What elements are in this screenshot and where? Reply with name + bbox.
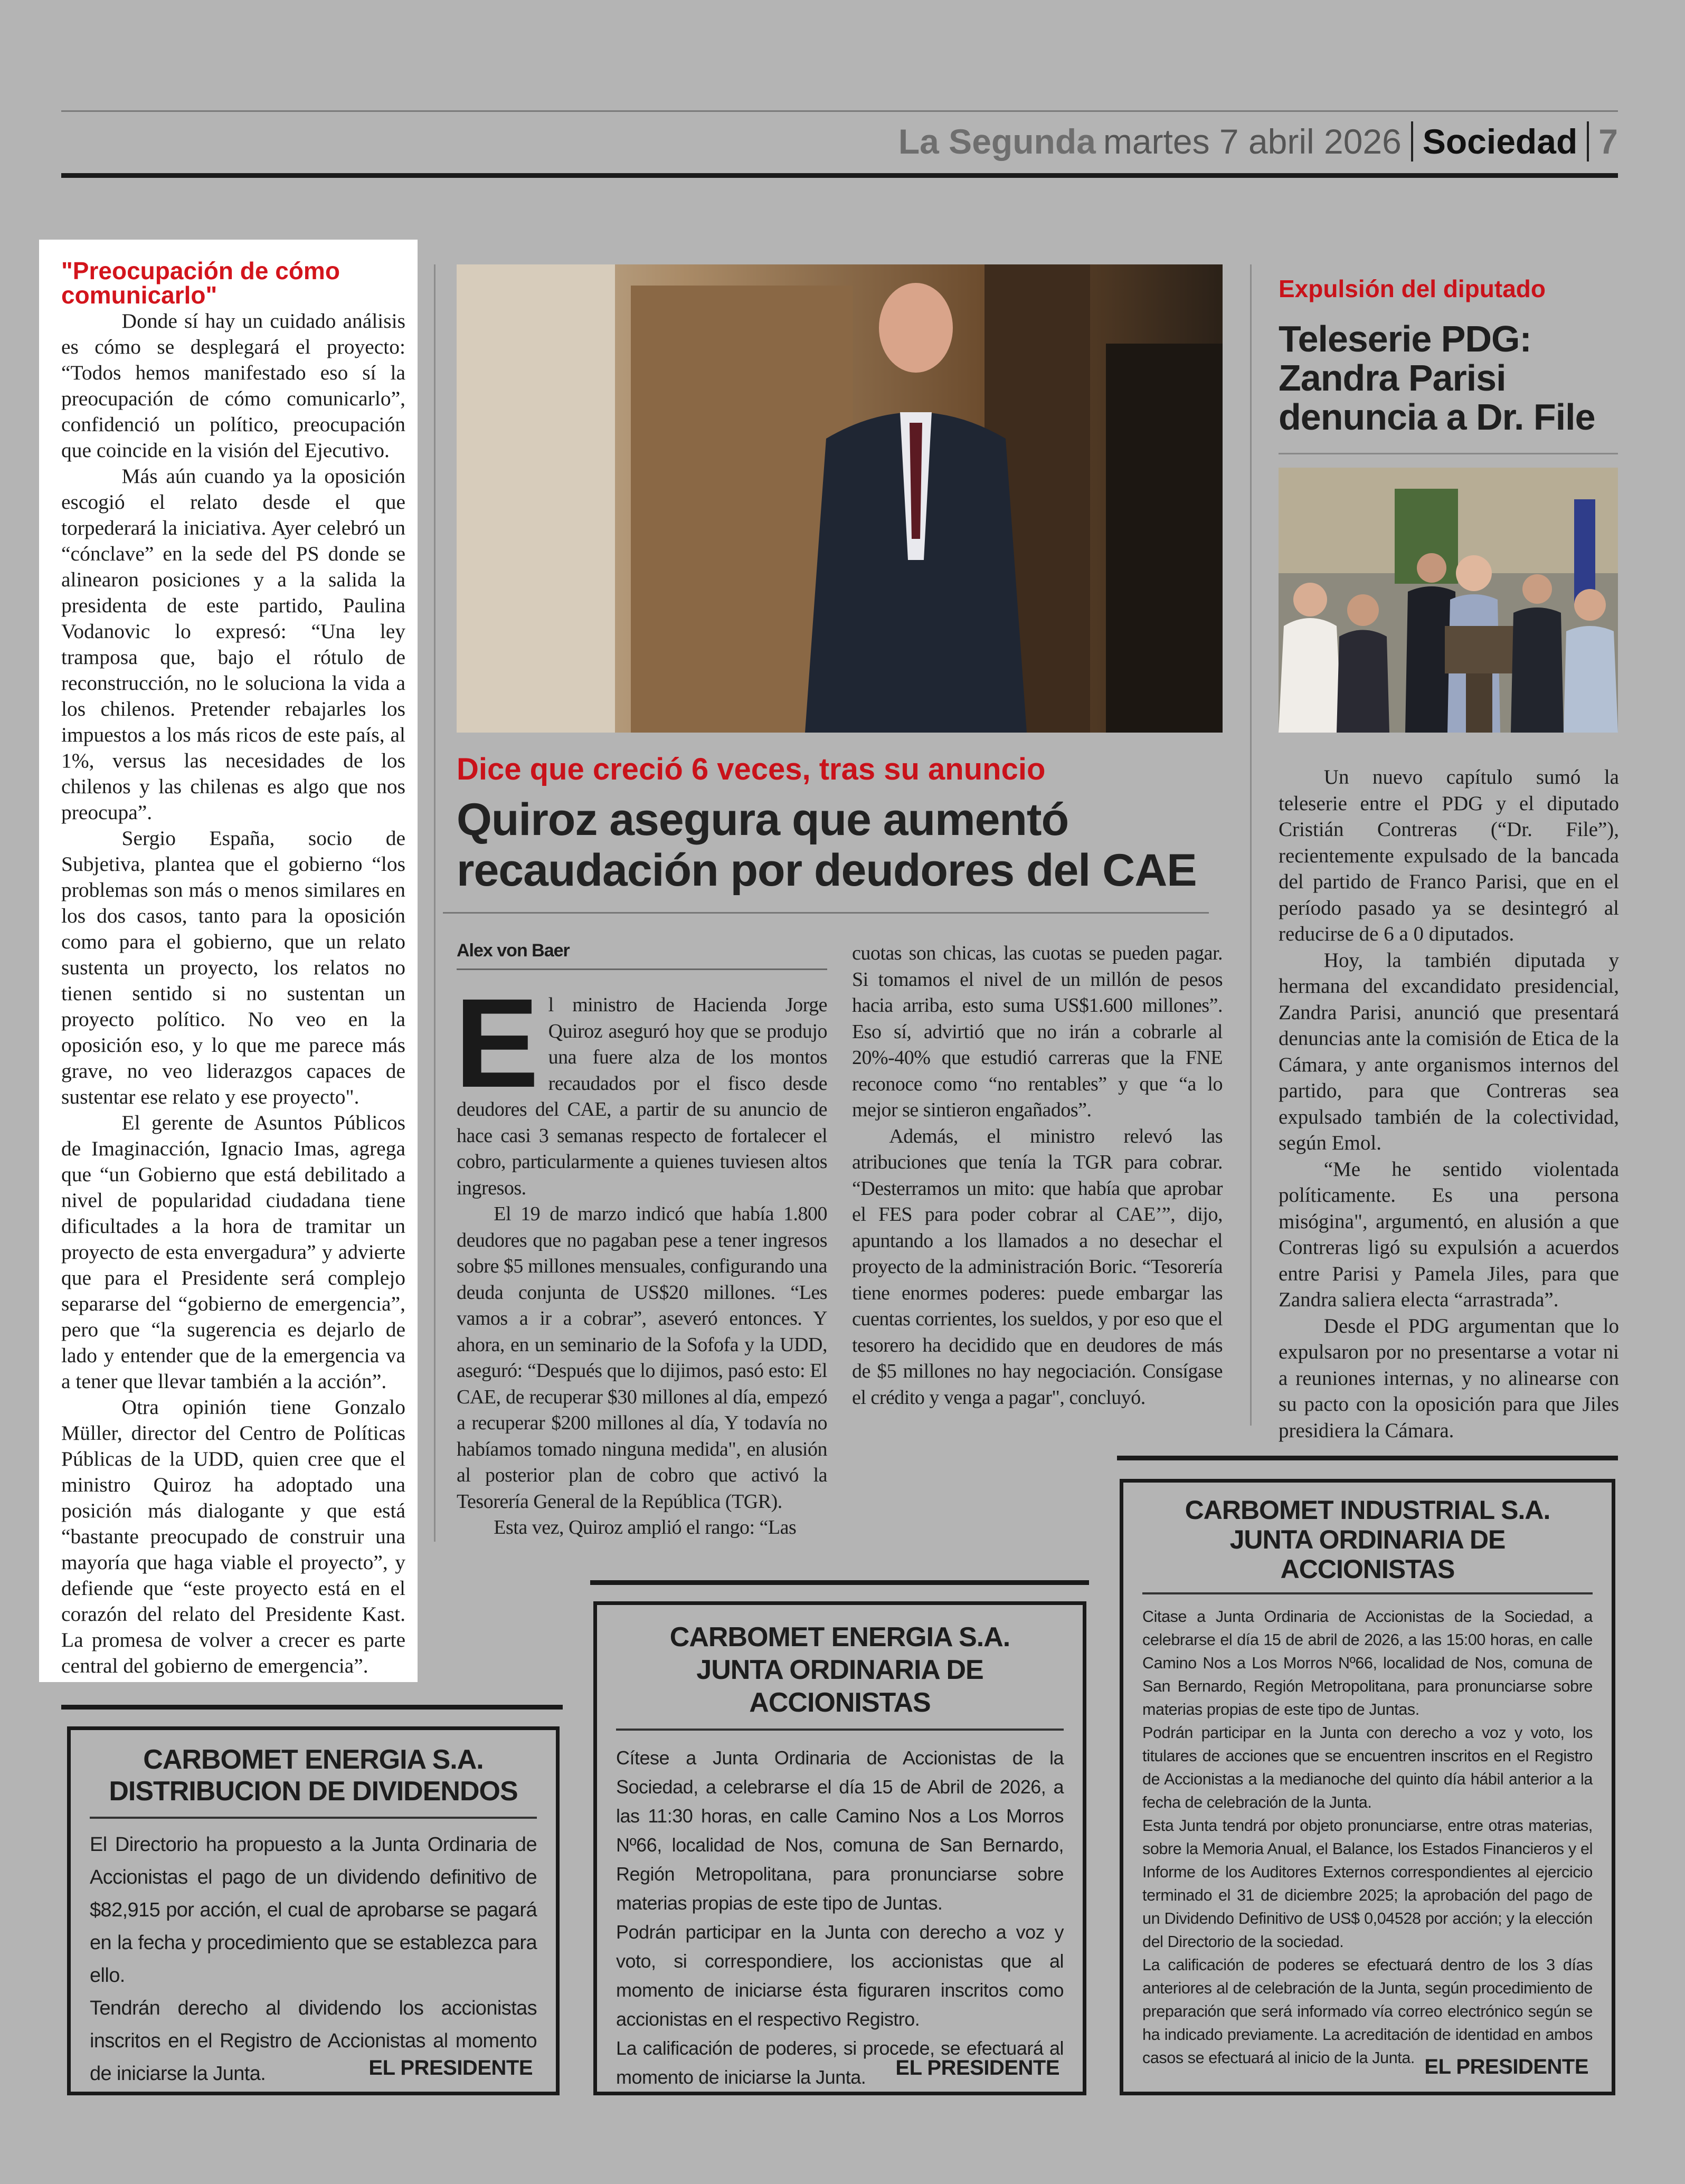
divider <box>1411 121 1413 162</box>
notice-body <box>597 1731 1083 2092</box>
side-article-kicker: Expulsión del diputado <box>1279 275 1546 302</box>
notice-body <box>71 1819 556 2090</box>
notice-title-line: JUNTA ORDINARIA DE ACCIONISTAS <box>696 1655 983 1718</box>
side-article-body <box>1279 764 1619 1444</box>
main-article-kicker: Dice que creció 6 veces, tras su anuncio <box>457 752 1046 786</box>
header-rule <box>61 173 1618 178</box>
paragraph: La calificación de poderes, si procede, se efectuará al momento de iniciarse la Junta. <box>616 2037 1064 2088</box>
byline: Alex von Baer <box>457 941 827 970</box>
main-article-column-1 <box>455 972 827 1541</box>
paragraph: Más aún cuando ya la oposición escogió el relato desde el que torpederará la iniciativa. Ayer celebró un “cónclave” en la sede del PS donde se alinearon posiciones y a la salida la presidenta de este partido, Paulina Vodanovic lo expresó: “Una ley tramposa que, bajo el rótulo de reconstrucción, no le soluciona la vida a los chilenos. Pretender rebajarles los impuestos a los más ricos de este país, al 1%, versus las necesidades de los chilenos y las chilenas es algo que nos preocupa”. <box>61 464 405 824</box>
notice-title-line: CARBOMET ENERGIA S.A. <box>143 1744 484 1775</box>
paragraph: El Directorio ha propuesto a la Junta Ordinaria de Accionistas el pago de un dividendo definitivo de $82,915 por acción, el cual de aprobarse se pagará en la fecha y procedimiento que se establezca para ello. <box>90 1834 537 1987</box>
paragraph: El gerente de Asuntos Públicos de Imaginacción, Ignacio Imas, agrega que “un Gobierno que está debilitado a nivel de popularidad ciudadana tiene dificultades a la hora de tramitar un proyecto de esta envergadura” y advierte que para el Presidente será complejo separarse del “gobierno de emergencia”, pero que “la sugerencia es dejarlo de lado y entender que de la emergencia va a tener que llevar también a la acción”. <box>61 1111 405 1393</box>
top-rule <box>61 110 1618 112</box>
side-article-headline: Teleserie PDG: Zandra Parisi denuncia a Dr. File <box>1279 318 1595 438</box>
notice-body <box>1123 1594 1612 2069</box>
sidebar-article <box>39 240 418 1682</box>
notice-title-line: CARBOMET INDUSTRIAL S.A. <box>1185 1495 1550 1525</box>
paragraph: Esta vez, Quiroz amplió el rango: “Las <box>494 1516 797 1539</box>
issue-date: martes 7 abril 2026 <box>1103 122 1402 161</box>
main-article-headline: Quiroz asegura que aumentó recaudación por deudores del CAE <box>457 794 1197 896</box>
sidebar-heading: "Preocupación de cómo comunicarlo" <box>61 257 340 309</box>
paragraph: Podrán participar en la Junta con derecho a voz y voto, si correspondiere, los accionistas que al momento de iniciarse ésta figuraren inscritos como accionistas en el respectivo Registro. <box>616 1921 1064 2030</box>
paragraph: “Me he sentido violentada políticamente. Es una persona misógina", argumentó, en alusión a que Contreras ligó su expulsión a acuerdos entre Parisi y Pamela Jiles, para que Zandra saliera electa “arrastrada”. <box>1279 1157 1619 1311</box>
paragraph: Donde sí hay un cuidado análisis es cómo se desplegará el proyecto: “Todos hemos manifestado eso sí la preocupación de cómo comunicarlo”, confidenció un político, preocupación que coincide en la visión del Ejecutivo. <box>61 309 405 462</box>
notice-title-line: DISTRIBUCION DE DIVIDENDOS <box>109 1776 518 1807</box>
notice-junta-carbomet-industrial <box>1120 1479 1615 2095</box>
notice-title <box>90 1730 537 1819</box>
page-number: 7 <box>1598 122 1618 161</box>
sidebar-body <box>61 308 405 1679</box>
side-article-photo <box>1279 468 1618 733</box>
ad-top-bar <box>590 1580 1089 1585</box>
ad-top-bar <box>1117 1456 1618 1460</box>
column-divider <box>1250 264 1252 1426</box>
divider <box>1587 121 1589 162</box>
lead-text: l ministro de Hacienda Jorge Quiroz aseguró hoy que se produjo una fuere alza de los montos recaudados por el fisco desde deudores del CAE, a partir de su anuncio de hace casi 3 semanas respecto de fortalecer el cobro, particularmente a quienes tuviesen altos ingresos. <box>457 994 827 1199</box>
main-article-photo <box>457 264 1223 733</box>
headline-rule <box>443 912 1209 914</box>
notice-signature: EL PRESIDENTE <box>368 2056 533 2079</box>
column-divider <box>434 264 436 1542</box>
newspaper-name: La Segunda <box>898 122 1096 161</box>
paragraph: Otra opinión tiene Gonzalo Müller, director del Centro de Políticas Públicas de la UDD, quien cree que el ministro Quiroz ha adoptado una posición más dialogante y que está “bastante preocupado de construir una mayoría que haga viable el proyecto”, y defiende que “este proyecto está en el corazón del relato del Presidente Kast. La promesa de volver a crecer es parte central del gobierno de emergencia”. <box>61 1395 405 1677</box>
notice-title <box>1142 1483 1593 1594</box>
notice-title <box>616 1605 1064 1731</box>
paragraph: Hoy, la también diputada y hermana del excandidato presidencial, Zandra Parisi, anunció que presentará denuncias ante la comisión de Etica de la Cámara, y ante organismos internos del partido, para que Contreras sea expulsado también de la colectividad, según Emol. <box>1279 948 1619 1154</box>
notice-dividend-carbomet-energia <box>67 1726 560 2095</box>
paragraph: El 19 de marzo indicó que había 1.800 deudores que no pagaban pese a tener ingresos sobre $5 millones mensuales, configurando una deuda conjunta de US$20 millones. “Les vamos a ir a cobrar”, aseveró entonces. Y ahora, en un seminario de la Sofofa y la UDD, aseguró: “Después que lo dijimos, pasó esto: El CAE, de recuperar $30 millones al día, empezó a recuperar $200 millones al día, Y todavía no habíamos tomado ninguna medida", en alusión al posterior plan de cobro que activó la Tesorería General de la República (TGR). <box>457 1203 827 1513</box>
drop-cap: E <box>455 972 539 1114</box>
notice-signature: EL PRESIDENTE <box>1424 2055 1588 2078</box>
notice-title-line: CARBOMET ENERGIA S.A. <box>669 1622 1010 1653</box>
headline-rule <box>1279 453 1618 454</box>
ad-top-bar <box>61 1705 563 1710</box>
paragraph: Cítese a Junta Ordinaria de Accionistas de la Sociedad, a celebrarse el día 15 de Abril de 2026, a las 11:30 horas, en calle Camino Nos a Los Morros Nº66, localidad de Nos, comuna de San Bernardo, Región Metropolitana, para pronunciarse sobre materias propias de este tipo de Juntas. <box>616 1747 1064 1914</box>
paragraph: Esta Junta tendrá por objeto pronunciarse, entre otras materias, sobre la Memoria Anual, el Balance, los Estados Financieros y el Informe de los Auditores Externos correspondientes al ejercicio terminado el 31 de diciembre 2025; la aprobación del pago de un Dividendo Definitivo de US$ 0,04528 por acción; y la elección del Directorio de la sociedad. <box>1142 1817 1593 1951</box>
paragraph: Además, el ministro relevó las atribuciones que tenía la TGR para cobrar. “Desterramos un mito: que había que aprobar el FES para poder cobrar al CAE’”, dijo, apuntando a los llamados a no desechar el proyecto de la administración Boric. “Tesorería tiene enormes poderes: puede embargar las cuentas corrientes, los sueldos, y por eso que el tesorero ha decidido que en deudores de más de $5 millones no hay negociación. Consígase el crédito y venga a pagar", concluyó. <box>852 1125 1223 1409</box>
main-article-column-2 <box>852 941 1223 1411</box>
paragraph: Un nuevo capítulo sumó la teleserie entre el PDG y el diputado Cristián Contreras (“Dr. File”), recientemente expulsado de la bancada del partido de Franco Parisi, que en el período pasado ya se desintegró al reducirse de 6 a 0 diputados. <box>1279 766 1619 945</box>
notice-junta-carbomet-energia <box>593 1601 1086 2095</box>
paragraph: Citase a Junta Ordinaria de Accionistas de la Sociedad, a celebrarse el día 15 de abril de 2026, a las 15:00 horas, en calle Camino Nos a Los Morros Nº66, localidad de Nos, comuna de San Bernardo, Región Metropolitana, para pronunciarse sobre materias propias de este tipo de Juntas. <box>1142 1608 1593 1718</box>
paragraph: Desde el PDG argumentan que lo expulsaron por no presentarse a votar ni a reuniones internas, y no alinearse con su pacto con la oposición para que Jiles presidiera la Cámara. <box>1279 1314 1619 1442</box>
section-name: Sociedad <box>1422 122 1578 161</box>
paragraph: Tendrán derecho al dividendo los accionistas inscritos en el Registro de Accionistas al momento de iniciarse la Junta. <box>90 1997 537 2085</box>
paragraph: Podrán participar en la Junta con derecho a voz y voto, los titulares de acciones que se encuentren inscritos en el Registro de Accionistas a la medianoche del quinto día hábil anterior a la fecha de celebración de la Junta. <box>1142 1724 1593 1811</box>
paragraph: Sergio España, socio de Subjetiva, plantea que el gobierno “los problemas son más o menos similares en los dos casos, tanto para la oposición como para el gobierno, que un relato sustenta un proyecto, los relatos no tienen sentido si no sustentan un proyecto político. No veo en la oposición eso, y lo que me parece más grave, no veo liderazgos capaces de sustentar ese relato y ese proyecto". <box>61 827 405 1108</box>
paragraph: cuotas son chicas, las cuotas se pueden pagar. Si tomamos el nivel de un millón de pesos hacia arriba, esto suma US$1.600 millones”. Eso sí, advirtió que no irán a cobrarle al 20%-40% que estudió carreras que la FNE reconoce como “no rentables” y que “a lo mejor se sintieron engañados”. <box>852 942 1223 1121</box>
paragraph <box>455 972 827 1201</box>
paragraph: La calificación de poderes se efectuará dentro de los 3 días anteriores al de celebración de la Junta, según procedimiento de preparación que será informado vía correo electrónico según se ha indicado previamente. La acreditación de identidad en ambos casos se efectuará al inicio de la Junta. <box>1142 1956 1593 2067</box>
notice-signature: EL PRESIDENTE <box>895 2056 1059 2079</box>
notice-title-line: JUNTA ORDINARIA DE ACCIONISTAS <box>1229 1525 1506 1584</box>
masthead <box>898 115 1618 168</box>
